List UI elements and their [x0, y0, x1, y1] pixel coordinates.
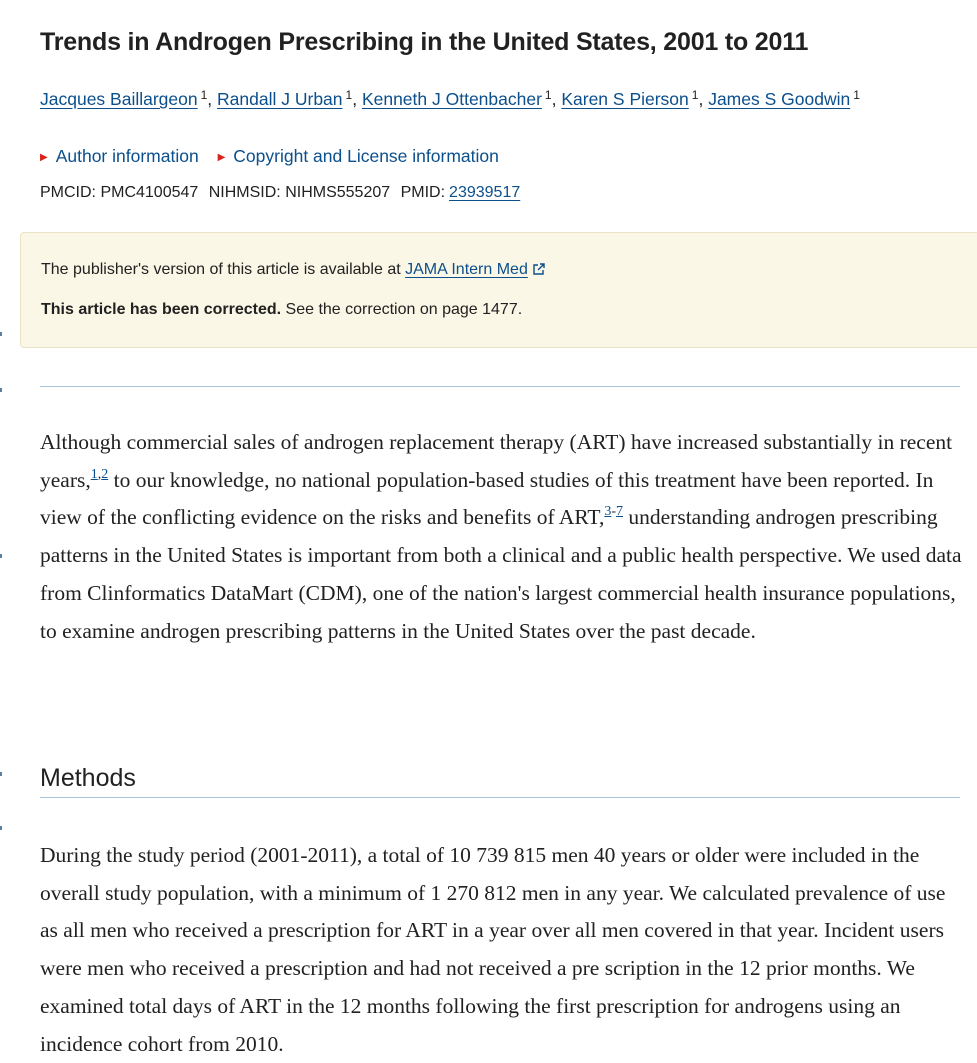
author-link-baillargeon[interactable]: Jacques Baillargeon [40, 89, 198, 109]
citation-link-7[interactable]: 7 [616, 504, 623, 520]
author-link-urban[interactable]: Randall J Urban [217, 89, 343, 109]
author-information-toggle[interactable] [40, 146, 199, 166]
author-separator: , [207, 89, 218, 109]
scroll-edge-mark [0, 332, 2, 336]
pmcid: PMCID: PMC4100547 [40, 184, 199, 201]
scroll-edge-mark [0, 772, 2, 776]
nihmsid: NIHMSID: NIHMS555207 [208, 184, 391, 201]
info-toggles [40, 146, 513, 167]
scroll-edge-mark [0, 388, 2, 392]
author-link-ottenbacher[interactable]: Kenneth J Ottenbacher [361, 89, 542, 109]
citation-link-2[interactable]: 2 [101, 466, 109, 482]
affiliation-marker: 1 [345, 88, 353, 102]
author-link-goodwin[interactable]: James S Goodwin [708, 89, 851, 109]
intro-text-part1: Although commercial sales of androgen replacement therapy (ART) have increased substantially in recent years, [40, 430, 953, 492]
citation-refs: 1,2 [90, 466, 109, 482]
intro-text-part2: to our knowledge, no national population-based studies of this treatment have been reported. In view of the conflicting evidence on the risks and benefits of ART, [40, 467, 934, 530]
author-list [40, 88, 860, 110]
author-separator: , [698, 89, 709, 109]
correction-notice [41, 301, 522, 319]
affiliation-marker: 1 [544, 88, 552, 102]
citation-refs [604, 504, 623, 519]
citation-range-dash: - [611, 504, 616, 520]
copyright-license-label: Copyright and License information [233, 146, 499, 166]
copyright-license-toggle[interactable] [218, 146, 499, 166]
author-separator: , [551, 89, 562, 109]
publisher-version-text: The publisher's version of this article is available at [41, 261, 401, 278]
citation-link-3[interactable]: 3 [604, 504, 612, 520]
scroll-edge-mark [0, 826, 2, 830]
external-link-icon[interactable] [532, 262, 546, 276]
publisher-link[interactable]: JAMA Intern Med [405, 261, 528, 278]
affiliation-marker: 1 [853, 88, 860, 102]
intro-text-part3: understanding androgen prescribing patterns in the United States is important from both a clinical and a public health perspective. We used data from Clinformatics DataMart (CDM), one of the nation's largest commercial health insurance populations, to examine androgen prescribing patterns in the United States over the past decade. [40, 505, 962, 643]
author-link-pierson[interactable]: Karen S Pierson [561, 89, 689, 109]
author-information-label: Author information [55, 146, 199, 166]
article-title: Trends in Androgen Prescribing in the United States, 2001 to 2011 [40, 28, 809, 56]
article-identifiers [40, 184, 520, 202]
triangle-right-icon: ▶ [217, 152, 226, 163]
publisher-notice [20, 232, 977, 348]
section-divider [40, 386, 960, 387]
author-separator: , [352, 89, 362, 109]
methods-heading: Methods [40, 764, 960, 798]
triangle-right-icon: ▶ [40, 152, 48, 163]
correction-text: See the correction on page 1477. [281, 301, 523, 318]
correction-bold: This article has been corrected. [41, 301, 282, 318]
scroll-edge-mark [0, 554, 2, 558]
intro-paragraph [40, 424, 965, 650]
affiliation-marker: 1 [691, 88, 699, 102]
publisher-version-line [41, 261, 546, 279]
affiliation-marker: 1 [200, 88, 208, 102]
citation-link-1[interactable]: 1 [90, 466, 98, 482]
pmid-label: PMID: [400, 184, 446, 201]
methods-paragraph: During the study period (2001-2011), a total of 10 739 815 men 40 years or older were included in the overall study population, with a minimum of 1 270 812 men in any year. We calculated prevalence of use as all men who received a prescription for ART in a year over all men covered in that year. Incident users were men who received a prescription and had not received a pre scription in the 12 prior months. We examined total days of ART in the 12 months following the first prescription for androgens using an incidence cohort from 2010. [40, 843, 946, 1056]
pmid-link[interactable]: 23939517 [449, 184, 521, 201]
